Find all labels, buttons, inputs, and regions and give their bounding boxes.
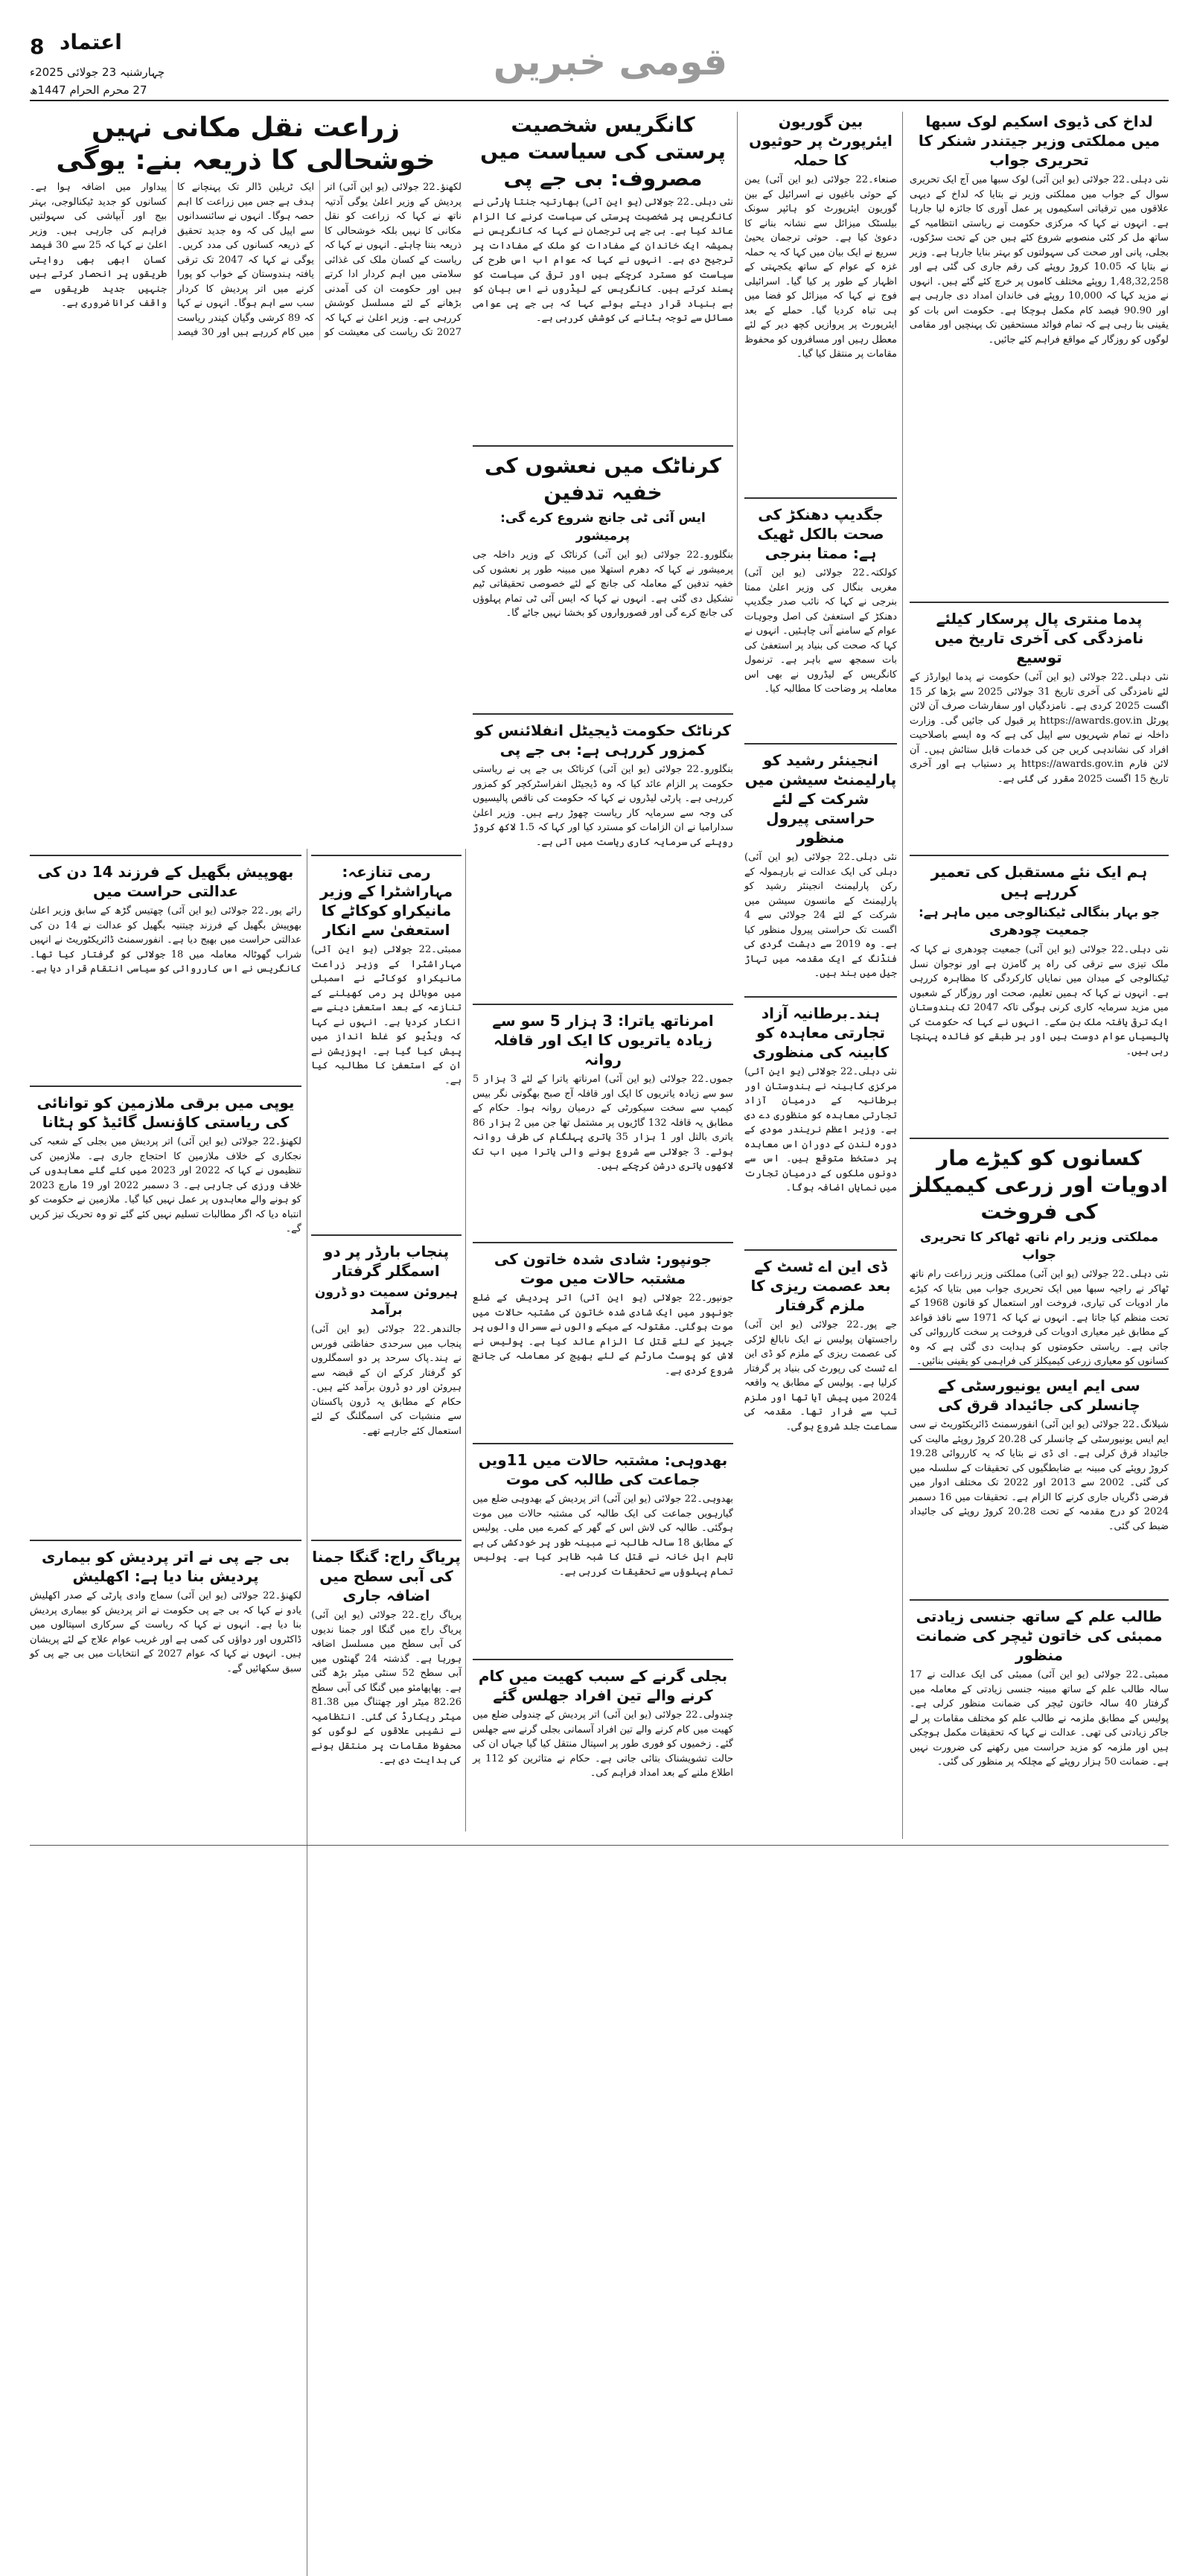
headline: زراعت نقل مکانی نہیں خوشحالی کا ذریعہ بنے: یوگی	[56, 112, 435, 176]
story-body: کولکتہ۔22 جولائی (یو این آئی) مغربی بنگال کی وزیر اعلیٰ ممتا بنرجی نے کہا کہ نائب صدر جگدیپ دھنکڑ کے استعفیٰ کی اصل وجوہات عوام کے سامنے آنی چاہئیں۔ انہوں نے کہا کہ صحت کی بنیاد پر استعفیٰ کی بات سمجھ سے باہر ہے۔ ترنمول کانگریس کے لیڈروں نے بھی اس معاملہ پر وضاحت کا مطالبہ کیا۔	[744, 567, 897, 695]
story-engineer	[744, 737, 897, 983]
story-body: نئی دہلی۔22 جولائی (یو این آئی) مملکتی وزیر زراعت رام ناتھ ٹھاکر نے راجیہ سبھا میں ایک تحریری جواب میں بتایا کہ کیڑے مار ادویات کی تیاری، فروخت اور استعمال کو قانون 1968 کے تحت منظم کیا جاتا ہے۔ انہوں نے کہا کہ 1971 سے نافذ قواعد کے مطابق غیر معیاری ادویات کی فروخت پر سخت کارروائی کی جاتی ہے۔ ریاستی حکومتوں کو ہدایت دی گئی ہے کہ وہ کسانوں کو معیاری زرعی کیمیکلز کی فراہمی کو یقینی بنائیں۔	[910, 1269, 1169, 1367]
story-prayagraj	[311, 1534, 462, 1839]
headline: کرناٹک میں نعشوں کی خفیہ تدفین	[485, 453, 721, 505]
headline: لداخ کی ڈیوی اسکیم لوک سبھا میں مملکتی وزیر جیتندر شنکر کا تحریری جواب	[918, 112, 1160, 169]
headline: کرناٹک حکومت ڈیجیٹل انفلائنس کو کمزور کررہی ہے: بی جے پی	[474, 721, 732, 759]
story-yogi	[30, 112, 462, 841]
headline: امرناتھ یاترا: 3 ہزار 5 سو سے زیادہ یاتریوں کا ایک اور قافلہ روانہ	[492, 1012, 714, 1068]
section-title: قومی خبریں	[493, 40, 728, 83]
story-body: جونپور۔22 جولائی (یو این آئی) اتر پردیش کے ضلع جونپور میں ایک شادی شدہ خاتون کی مشتبہ حالات میں موت ہوگئی۔ مقتولہ کے میکے والوں نے سسرال والوں پر جہیز کے لئے قتل کا الزام عائد کیا ہے۔ پولیس نے لاش کو پوسٹ مارٹم کے لئے بھیج کر معاملہ کی جانچ شروع کردی ہے۔	[473, 1292, 733, 1377]
story-lightning	[473, 1653, 733, 1839]
story-fta	[744, 990, 897, 1236]
separator	[473, 1242, 733, 1243]
separator	[910, 1138, 1169, 1139]
headline: جگدیپ دھنکڑ کی صحت بالکل ٹھیک ہے: ممتا بنرجی	[757, 506, 884, 562]
headline: ہند۔برطانیہ آزاد تجارتی معاہدہ کو کابینہ کی منظوری	[753, 1004, 889, 1061]
story-jamiat	[910, 849, 1169, 1124]
separator	[910, 602, 1169, 603]
story-punjab	[311, 1228, 462, 1526]
headline: کسانوں کو کیڑے مار ادویات اور زرعی کیمیکلز کی فروخت	[910, 1146, 1168, 1224]
story-maharashtra	[311, 849, 462, 1221]
headline: پریاگ راج: گنگا جمنا کی آبی سطح میں اضافہ جاری	[312, 1548, 461, 1604]
story-jaunpur	[473, 1236, 733, 1429]
story-body: جالندھر۔22 جولائی (یو این آئی) پنجاب میں سرحدی حفاظتی فورس نے ہند۔پاک سرحد پر دو اسمگلروں کو گرفتار کرکے ان کے قبضہ سے ہیروئن اور دو ڈرون برآمد کئے ہیں۔ حکام کے مطابق یہ ڈرون پاکستان سے منشیات کی اسمگلنگ کے لئے استعمال کئے جارہے تھے۔	[311, 1324, 462, 1437]
story-student	[473, 1437, 733, 1645]
newspaper-name: اعتماد	[60, 30, 122, 54]
story-padma	[910, 596, 1169, 841]
story-body: چندولی۔22 جولائی (یو این آئی) اتر پردیش کے چندولی ضلع میں کھیت میں کام کرنے والے تین افراد آسمانی بجلی گرنے سے جھلس گئے۔ زخمیوں کو فوری طور پر اسپتال منتقل کیا گیا جہاں ان کی حالت تشویشناک بتائی جاتی ہے۔ حکام نے متاثرین کو 112 پر اطلاع ملنے کے بعد امداد فراہم کی۔	[473, 1709, 733, 1779]
story-body: نئی دہلی۔22 جولائی (یو این آئی) دہلی کی ایک عدالت نے بارہمولہ کے رکن پارلیمنٹ انجینئر رشید کو پارلیمنٹ کے مانسون سیشن میں شرکت کے لئے 24 جولائی سے 4 اگست تک حراستی پیرول منظور کیا ہے۔ وہ 2019 سے دہشت گردی کی فنڈنگ کے ایک مقدمہ میں تہاڑ جیل میں بند ہیں۔	[744, 852, 898, 979]
column-divider	[902, 112, 903, 1839]
column-divider	[737, 112, 738, 596]
story-body: ممبئی۔22 جولائی (یو این آئی) ممبئی کی ایک عدالت نے 17 سالہ طالب علم کے ساتھ مبینہ جنسی زیادتی کے معاملہ میں گرفتار 40 سالہ خاتون ٹیچر کی ضمانت منظور کرلی ہے۔ پولیس کے مطابق ملزمہ نے طالب علم کو مختلف مقامات پر لے جاکر زیادتی کی تھی۔ عدالت نے کہا کہ تحقیقات مکمل ہوچکی ہیں اور ملزمہ کو مزید حراست میں رکھنے کی ضرورت نہیں ہے۔ ضمانت 50 ہزار روپئے کے مچلکہ پر منظور کی گئی۔	[910, 1669, 1169, 1767]
separator	[473, 1004, 733, 1005]
headline: بی جے پی نے اتر پردیش کو بیماری پردیش بنا دیا ہے: اکھلیش	[42, 1548, 290, 1585]
headline: بھدوہی: مشتبہ حالات میں 11ویں جماعت کی طالبہ کی موت	[478, 1451, 728, 1488]
headline: بھوپیش بگھیل کے فرزند 14 دن کی عدالتی حراست میں	[37, 863, 294, 900]
separator	[910, 1599, 1169, 1601]
column-divider	[465, 849, 466, 1831]
story-body: بنگلورو۔22 جولائی (یو این آئی) کرناٹک بی جے پی نے ریاستی حکومت پر الزام عائد کیا کہ وہ ڈیجیٹل انفراسٹرکچر کو کمزور کررہی ہے۔ پارٹی لیڈروں نے کہا کہ حکومت کی ناقص پالیسیوں کی وجہ سے سرمایہ کار ریاست چھوڑ رہے ہیں۔ وزیر اعلیٰ سدارامیا نے ان الزامات کو مسترد کیا اور کہا کہ 1.5 لاکھ کروڑ روپئے کی سرمایہ کاری ریاست میں آئی ہے۔	[473, 764, 733, 848]
story-university	[910, 1362, 1169, 1586]
story-body: پریاگ راج۔22 جولائی (یو این آئی) پریاگ راج میں گنگا اور جمنا ندیوں کی آبی سطح میں مسلسل اضافہ ہورہا ہے۔ گذشتہ 24 گھنٹوں میں آبی سطح 52 سنٹی میٹر بڑھ گئی ہے۔ پھاپھامئو میں گنگا کی آبی سطح 82.26 میٹر اور چھتناگ میں 81.38 میٹر ریکارڈ کی گئی۔ انتظامیہ نے نشیبی علاقوں کے لوگوں کو محفوظ مقامات پر منتقل ہونے کی ہدایت دی ہے۔	[311, 1610, 462, 1766]
story-body: بھدوہی۔22 جولائی (یو این آئی) اتر پردیش کے بھدوہی ضلع میں گیارہویں جماعت کی ایک طالبہ کی مشتبہ حالات میں موت ہوگئی۔ طالبہ کی لاش اس کے گھر کے کمرے میں ملی۔ پولیس کے مطابق 18 سالہ طالبہ نے مبینہ طور پر خودکشی کی ہے تاہم اہل خانہ نے قتل کا شبہ ظاہر کیا ہے۔ پولیس تمام پہلوؤں سے تحقیقات کررہی ہے۔	[473, 1493, 733, 1578]
separator	[30, 1540, 301, 1541]
headline: یوپی میں برقی ملازمین کو توانائی کی ریاستی کاؤنسل گائیڈ کو ہٹانا	[36, 1094, 295, 1131]
story-bhupesh	[30, 849, 301, 1072]
headline: سی ایم ایس یونیورسٹی کے چانسلر کی جائیداد قرق کی	[938, 1377, 1140, 1414]
story-akhilesh	[30, 1534, 301, 1839]
separator	[910, 1368, 1169, 1370]
separator	[910, 855, 1169, 856]
headline: رمی تنازعہ: مہاراشٹرا کے وزیر مانیکراو کوکاٹے کا استعفیٰ سے انکار	[319, 863, 453, 939]
headline: ڈی این اے ٹسٹ کے بعد عصمت ریزی کا ملزم گرفتار	[750, 1257, 891, 1314]
story-amarnath	[473, 998, 733, 1228]
story-body: نئی دہلی۔22 جولائی (یو این آئی) جمعیت چودھری نے کہا کہ ملک تیزی سے ترقی کی راہ پر گامزن ہے اور نوجوان نسل ٹیکنالوجی کے میدان میں نمایاں کارکردگی کا مظاہرہ کررہی ہے۔ انہوں نے کہا کہ ہمیں تعلیم، صحت اور روزگار کے شعبوں میں مزید سرمایہ کاری کرنی ہوگی تاکہ 2047 تک ہندوستان ایک ترقی یافتہ ملک بن سکے۔ انہوں نے کہا کہ حکومت کی پالیسیاں عوام دوست ہیں اور ہر طبقے کو فائدہ پہنچا رہی ہیں۔	[910, 944, 1169, 1057]
headline: جونپور: شادی شدہ خاتون کی مشتبہ حالات میں موت	[494, 1250, 712, 1287]
headline: طالب علم کے ساتھ جنسی زیادتی ممبئی کی خاتون ٹیچر کی ضمانت منظور	[916, 1607, 1163, 1664]
story-body: رائے پور۔22 جولائی (یو این آئی) چھتیس گڑھ کے سابق وزیر اعلیٰ بھوپیش بگھیل کے فرزند چیتنیہ بگھیل کو عدالت نے 14 دن کی عدالتی حراست میں بھیج دیا ہے۔ انفورسمنٹ ڈائریکٹوریٹ نے انہیں شراب گھوٹالہ معاملہ میں 18 جولائی کو گرفتار کیا تھا۔ کانگریس نے اس کارروائی کو سیاسی انتقام قرار دیا ہے۔	[30, 905, 301, 975]
page-number: 8	[30, 34, 45, 59]
story-fertilizer	[910, 1132, 1169, 1367]
story-bengal	[744, 491, 897, 730]
story-ladakh	[910, 112, 1169, 588]
headline: بین گوریون ایئرپورٹ پر حوثیوں کا حملہ	[749, 112, 893, 169]
story-body: لکھنؤ۔22 جولائی (یو این آئی) اتر پردیش کے وزیر اعلیٰ یوگی آدتیہ ناتھ نے کہا کہ زراعت کو نقل مکانی کا نہیں بلکہ خوشحالی کا ذریعہ بننا چاہئے۔ انہوں نے کہا کہ ریاست کے کسان ملک کی غذائی سلامتی میں اہم کردار ادا کرتے ہیں اور حکومت ان کی آمدنی بڑھانے کے لئے مسلسل کوشش کررہی ہے۔ وزیر اعلیٰ نے کہا کہ 2027 تک ریاست کی معیشت کو ایک ٹریلین ڈالر تک پہنچانے کا ہدف ہے جس میں زراعت کا اہم حصہ ہوگا۔ انہوں نے سائنسدانوں سے اپیل کی کہ وہ جدید تحقیق کے ذریعہ کسانوں کی مدد کریں۔ یوگی نے کہا کہ 2047 تک ترقی یافتہ ہندوستان کے خواب کو پورا کرنے میں اتر پردیش کا کردار سب سے اہم ہوگا۔ انہوں نے کہا کہ 89 کرشی وگیان کیندر ریاست میں کام کررہے ہیں اور 30 فیصد پیداوار میں اضافہ ہوا ہے۔ کسانوں کو جدید ٹیکنالوجی، بہتر بیج اور آبپاشی کی سہولتیں فراہم کی جارہی ہیں۔ وزیر اعلیٰ نے کہا کہ 25 سے 30 فیصد کسان ابھی بھی روایتی طریقوں پر انحصار کرتے ہیں جنہیں جدید طریقوں سے واقف کرانا ضروری ہے۔	[30, 182, 462, 338]
story-body: نئی دہلی۔22 جولائی (یو این آئی) مرکزی کابینہ نے ہندوستان اور برطانیہ کے درمیان آزاد تجارتی معاہدہ کو منظوری دے دی ہے۔ وزیر اعظم نریندر مودی کے دورہ لندن کے دوران اس معاہدہ پر دستخط متوقع ہیں۔ اس سے دونوں ملکوں کے درمیان تجارت میں نمایاں اضافہ ہوگا۔	[744, 1066, 898, 1193]
subheadline: ہیروئن سمیت دو ڈرون برآمد	[314, 1285, 459, 1318]
separator	[311, 1540, 462, 1541]
story-dna	[744, 1243, 897, 1839]
separator	[473, 1659, 733, 1660]
story-body: لکھنؤ۔22 جولائی (یو این آئی) اتر پردیش میں بجلی کے شعبہ کی نجکاری کے خلاف ملازمین کا احتجاج جاری ہے۔ ملازمین کی تنظیموں نے کہا کہ 2022 اور 2023 میں کئے گئے معاہدوں کی خلاف ورزی کی جارہی ہے۔ 3 دسمبر 2022 اور 19 مارچ 2023 کو ہونے والے معاہدوں پر عمل نہیں کیا گیا۔ ملازمین نے حکومت کو انتباہ دیا کہ اگر مطالبات تسلیم نہیں کئے گئے تو وہ تحریک تیز کریں گے۔	[30, 1136, 301, 1234]
date-gregorian: چہارشنبہ 23 جولائی 2025ء	[30, 66, 165, 79]
separator	[30, 855, 301, 856]
headline: پنجاب بارڈر پر دو اسمگلر گرفتار	[323, 1243, 450, 1280]
story-congress	[473, 112, 733, 432]
story-body: بنگلورو۔22 جولائی (یو این آئی) کرناٹک کے وزیر داخلہ جی پرمیشور نے کہا کہ دھرم استھلا میں مبینہ طور پر نعشوں کی خفیہ تدفین کے معاملہ کی جانچ کے لئے خصوصی تحقیقاتی ٹیم تشکیل دی گئی ہے۔ انہوں نے کہا کہ ایس آئی ٹی تمام پہلوؤں کی جانچ کرے گی اور قصورواروں کو بخشا نہیں جائے گا۔	[473, 549, 733, 619]
story-body: صنعاء۔22 جولائی (یو این آئی) یمن کے حوثی باغیوں نے اسرائیل کے بین گوریون ایئرپورٹ کو ہائپر سونک بیلسٹک میزائل سے نشانہ بنانے کا دعویٰ کیا ہے۔ حوثی ترجمان یحییٰ سریع نے ایک بیان میں کہا کہ یہ حملہ غزہ کے عوام کے ساتھ یکجہتی کے اظہار کے طور پر کیا گیا۔ اسرائیلی فوج نے کہا کہ میزائل کو فضا میں ہی تباہ کردیا گیا۔ حملے کے بعد ایئرپورٹ پر پروازیں کچھ دیر کے لئے معطل رہیں اور مسافروں کو محفوظ مقامات پر منتقل کیا گیا۔	[744, 174, 897, 360]
headline: بجلی گرنے کے سبب کھیت میں کام کرنے والے تین افراد جھلس گئے	[478, 1667, 728, 1704]
story-up-power	[30, 1080, 301, 1526]
story-body: لکھنؤ۔22 جولائی (یو این آئی) سماج وادی پارٹی کے صدر اکھلیش یادو نے کہا کہ بی جے پی حکومت نے اتر پردیش کو بیماری پردیش بنا دیا ہے۔ انہوں نے کہا کہ ریاست کے سرکاری اسپتالوں میں ڈاکٹروں اور دواؤں کی کمی ہے اور غریب عوام علاج کے لئے پریشان ہیں۔ انہوں نے کہا کہ عوام 2027 کے انتخابات میں بی جے پی کو سبق سکھائیں گے۔	[30, 1590, 301, 1674]
headline: کانگریس شخصیت پرستی کی سیاست میں مصروف: بی جے پی	[480, 112, 726, 191]
separator	[473, 445, 733, 447]
story-teacher	[910, 1593, 1169, 1839]
headline: انجینئر رشید کو پارلیمنٹ سیشن میں شرکت کے لئے حراستی پیرول منظور	[744, 751, 897, 847]
footer-rule	[30, 1845, 1169, 1846]
story-body: نئی دہلی۔22 جولائی (یو این آئی) لوک سبھا میں آج ایک تحریری سوال کے جواب میں مملکتی وزیر نے بتایا کہ لداخ کے دیہی علاقوں میں ترقیاتی اسکیموں پر عمل آوری کا جائزہ لیا جارہا ہے۔ انہوں نے کہا کہ مرکزی حکومت نے ریاستی انتظامیہ کے ساتھ مل کر کئی منصوبے شروع کئے ہیں جن کے تحت سڑکوں، بجلی، پانی اور صحت کی سہولتوں کو بہتر بنایا جارہا ہے۔ وزیر نے بتایا کہ 10.05 کروڑ روپئے کی رقم جاری کی گئی ہے اور 1,48,32,258 روپئے مختلف کاموں پر خرچ کئے گئے ہیں۔ انہوں نے مزید کہا کہ 10,000 روپئے فی خاندان امداد دی جارہی ہے اور 90.90 فیصد کام مکمل ہوچکا ہے۔ حکومت اس بات کو یقینی بنا رہی ہے کہ تمام فوائد مستحقین تک پہنچیں اور مقامی لوگوں کو روزگار کے مواقع فراہم کئے جائیں۔	[910, 174, 1169, 345]
subheadline: ایس آئی ٹی جانچ شروع کرے گی: پرمیشور	[500, 511, 706, 543]
story-karnataka-digital	[473, 707, 733, 990]
headline: پدما منتری پال پرسکار کیلئے نامزدگی کی آخری تاریخ میں توسیع	[934, 610, 1144, 666]
separator	[311, 1234, 462, 1236]
separator	[744, 996, 897, 998]
masthead-rule	[30, 100, 1169, 101]
story-body: جے پور۔22 جولائی (یو این آئی) راجستھان پولیس نے ایک نابالغ لڑکی کی عصمت ریزی کے ملزم کو ڈی این اے ٹسٹ کی رپورٹ کی بنیاد پر گرفتار کرلیا ہے۔ پولیس کے مطابق یہ واقعہ 2024 میں پیش آیا تھا اور ملزم تب سے فرار تھا۔ مقدمہ کی سماعت جلد شروع ہوگی۔	[744, 1319, 897, 1432]
subheadline: جو بہار بنگالی ٹیکنالوجی میں ماہر ہے: جمعیت چودھری	[918, 905, 1160, 938]
headline: ہم ایک نئے مستقبل کی تعمیر کررہے ہیں	[930, 863, 1148, 900]
story-body: ممبئی۔22 جولائی (یو این آئی) مہاراشٹرا کے وزیر زراعت مانیکراو کوکاٹے نے اسمبلی میں موبائل پر رمی کھیلنے کے تنازعہ کے بعد استعفیٰ دینے سے انکار کردیا ہے۔ انہوں نے کہا کہ ویڈیو کو غلط انداز میں پیش کیا گیا ہے۔ اپوزیشن نے ان کے استعفیٰ کا مطالبہ کیا ہے۔	[311, 944, 462, 1086]
story-body: نئی دہلی۔22 جولائی (یو این آئی) بھارتیہ جنتا پارٹی نے کانگریس پر شخصیت پرستی کی سیاست کرنے کا الزام عائد کیا ہے۔ بی جے پی ترجمان نے کہا کہ کانگریس نے ہمیشہ ایک خاندان کے مفادات کو ملک کے مفادات پر ترجیح دی ہے۔ انہوں نے کہا کہ عوام اب اس طرح کی سیاست کو مسترد کرچکے ہیں اور ترقی کی سیاست کو پسند کرتے ہیں۔ کانگریس کے لیڈروں نے اس بیان کو بے بنیاد قرار دیتے ہوئے کہا کہ بی جے پی عوامی مسائل سے توجہ ہٹانے کی کوشش کررہی ہے۔	[473, 197, 734, 324]
story-body: شیلانگ۔22 جولائی (یو این آئی) انفورسمنٹ ڈائریکٹوریٹ نے سی ایم ایس یونیورسٹی کے چانسلر کی 20.28 کروڑ روپئے مالیت کی جائیداد قرق کرلی ہے۔ ای ڈی نے بتایا کہ یہ کارروائی 19.28 کروڑ روپئے کی مبینہ بے ضابطگیوں کی تحقیقات کے سلسلہ میں کی گئی۔ 2002 سے 2013 اور 2022 تک مختلف ادوار میں فرضی ڈگریاں جاری کرنے کا الزام ہے۔ تحقیقات میں 16 دسمبر 2024 کو درج مقدمہ کے تحت 20.28 کروڑ روپئے کی جائیداد ضبط کی گئی۔	[910, 1419, 1169, 1532]
story-karnataka	[473, 439, 733, 700]
separator	[744, 1249, 897, 1251]
story-body: نئی دہلی۔22 جولائی (یو این آئی) حکومت نے پدما ایوارڈز کے لئے نامزدگی کی آخری تاریخ 31 جولائی 2025 سے بڑھا کر 15 اگست 2025 کردی ہے۔ نامزدگیاں اور سفارشات صرف آن لائن پورٹل https://awards.gov.in پر قبول کی جائیں گی۔ وزارت داخلہ نے تمام شہریوں سے اپیل کی ہے کہ وہ ایسے باصلاحیت افراد کی نشاندہی کریں جن کی خدمات قابل ستائش ہیں۔ آن لائن فارم https://awards.gov.in پر دستیاب ہے اور آخری تاریخ 15 اگست 2025 مقرر کی گئی ہے۔	[910, 672, 1169, 785]
separator	[311, 855, 462, 856]
story-airport	[744, 112, 897, 484]
subheadline: مملکتی وزیر رام ناتھ ٹھاکر کا تحریری جواب	[919, 1230, 1159, 1263]
date-hijri: 27 محرم الحرام 1447ھ	[30, 83, 147, 97]
separator	[744, 743, 897, 745]
story-body: جموں۔22 جولائی (یو این آئی) امرناتھ یاترا کے لئے 3 ہزار 5 سو سے زیادہ یاتریوں کا ایک اور قافلہ آج صبح بھگوتی نگر بیس کیمپ سے سخت سیکورٹی کے درمیان روانہ ہوا۔ حکام کے مطابق یہ قافلہ 132 گاڑیوں پر مشتمل تھا جن میں 2 ہزار 86 یاتری بالتل اور 1 ہزار 35 یاتری پہلگام کی طرف روانہ ہوئے۔ 3 جولائی سے شروع ہونے والی یاترا میں اب تک لاکھوں یاتری درشن کرچکے ہیں۔	[473, 1074, 734, 1172]
separator	[30, 1085, 301, 1087]
masthead	[30, 30, 1169, 104]
separator	[744, 497, 897, 499]
separator	[473, 1443, 733, 1444]
separator	[473, 713, 733, 715]
